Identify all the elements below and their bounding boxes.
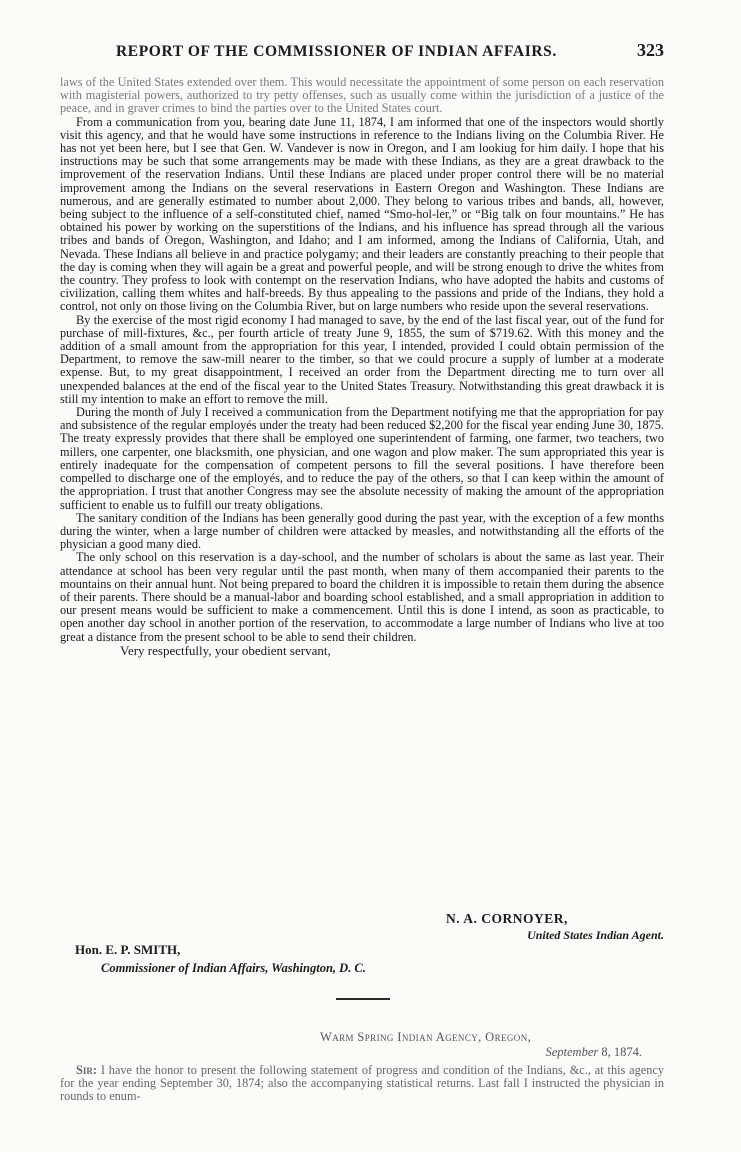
paragraph-continued: laws of the United States extended over them. This would necessitate the appointment of some person on each reservation with magisterial powers, authorized to try petty offenses, such as usually come within the jurisdiction of a justice of the peace, and in graver crimes to bind the parties over to the United States court.	[60, 75, 664, 116]
letter-date	[320, 1045, 642, 1060]
date-month: September	[545, 1045, 599, 1059]
salutation: Sir:	[76, 1063, 97, 1077]
next-letter-body	[60, 1064, 664, 1104]
paragraph: The only school on this reservation is a day-school, and the number of scholars is about the same as last year. Their attendance at school has been very regular until the past month, when many of them accompanied their parents to the mountains on their annual hunt. Not being prepared to board the children it is impossible to retain them during the absence of their parents. There should be a manual-labor and boarding school established, and a small appropriation in addition to our present means would be sufficient to make a commencement. Until this is done I intend, as soon as practicable, to open another day school in another portion of the reservation, to accommodate a large number of Indians who live at too great a distance from the present school to be able to send their children.	[60, 550, 664, 644]
paragraph: The sanitary condition of the Indians has been generally good during the past year, with the exception of a few months during the winter, when a large number of children were attacked by measles, and notwithstanding all the efforts of the physician a good many died.	[60, 510, 664, 552]
paragraph	[60, 1064, 664, 1104]
page-header	[116, 40, 664, 61]
next-letter-heading	[320, 1030, 642, 1060]
signatory-name: N. A. CORNOYER,	[446, 911, 568, 926]
addressee-title: Commissioner of Indian Affairs, Washington, D. C.	[101, 961, 366, 975]
date-rest: 8, 1874.	[598, 1045, 642, 1059]
letter-text: I have the honor to present the following statement of progress and condition of the Indians, &c., at this agency for the year ending September 30, 1874; also the accompanying statistical returns. Last fall I instructed the physician in rounds to enum-	[60, 1063, 664, 1104]
section-divider	[336, 998, 390, 1000]
report-body	[60, 76, 664, 657]
page-number: 323	[637, 40, 664, 60]
closing-line: Very respectfully, your obedient servant,	[120, 642, 331, 658]
addressee-name: Hon. E. P. SMITH,	[75, 942, 181, 957]
signature-block	[432, 911, 664, 943]
addressee-block	[75, 941, 475, 977]
paragraph: From a communication from you, bearing date June 11, 1874, I am informed that one of the inspectors would shortly visit this agency, and that he would have some instructions in reference to the Indians living on the Columbia River. He has not yet been here, but I see that Gen. W. Vandever is now in Oregon, and I am lookiug for him daily. I hope that his instructions may be such that some arrangements may be made with these Indians, as they are a great drawback to the improvement of the reservation Indians. Until these Indians are placed under proper control there will be no material improvement among the Indians on the several reservations in Eastern Oregon and Washington. These Indians are numerous, and are generally estimated to number about 2,000. They belong to various tribes and bands, all, however, being subject to the influence of a self-constituted chief, named “Smo-hol-ler,” or “Big talk on four mountains.” He has obtained his power by working on the superstitions of the Indians, and his influence has spread through all the various tribes and bands of Oregon, Washington, and Idaho; and I am informed, among the Indians of California, Utah, and Nevada. These Indians all believe in and practice polygamy; and their leaders are constantly preaching to their people that the day is coming when they will again be a great and powerful people, and will be strong enough to drive the whites from the country. They profess to look with contempt on the reservation Indians, who have adopted the habits and customs of civilization, calling them whites and half-breeds. By thus appealing to the passions and pride of the Indians, they hold a control, not only on those living on the Columbia River, but on large numbers who reside upon the several reservations.	[60, 114, 664, 314]
paragraph: During the month of July I received a communication from the Department notifying me that the appropriation for pay and subsistence of the regular employés under the treaty had been reduced $2,200 for the fiscal year ending June 30, 1875. The treaty expressly provides that there shall be employed one superintendent of farming, one farmer, two teachers, two millers, one carpenter, one blacksmith, one physician, and one wagon and plow maker. The sum appropriated this year is entirely inadequate for the compensation of competent persons to fill the several positions. I have therefore been compelled to discharge one of the employés, and to reduce the pay of the others, so that I can keep within the amount of the appropriation. I trust that another Congress may see the absolute necessity of making the amount of the appropriation sufficient to enable us to fulfill our treaty obligations.	[60, 405, 664, 512]
running-title: REPORT OF THE COMMISSIONER OF INDIAN AFFAIRS.	[116, 43, 557, 60]
signatory-title: United States Indian Agent.	[527, 928, 664, 942]
paragraph: By the exercise of the most rigid economy I had managed to save, by the end of the last fiscal year, out of the fund for purchase of mill-fixtures, &c., per fourth article of treaty June 9, 1855, the sum of $719.62. With this money and the addition of a small amount from the appropriation for this year, I intended, provided I could obtain permission of the Department, to remove the saw-mill nearer to the timber, so that we could procure a supply of lumber at a moderate expense. But, to my great disappointment, I received an order from the Department directing me to turn over all unexpended balances at the end of the fiscal year to the United States Treasury. Notwithstanding this great drawback it is still my intention to make an effort to remove the mill.	[60, 312, 664, 406]
agency-name: Warm Spring Indian Agency, Oregon,	[320, 1030, 532, 1044]
